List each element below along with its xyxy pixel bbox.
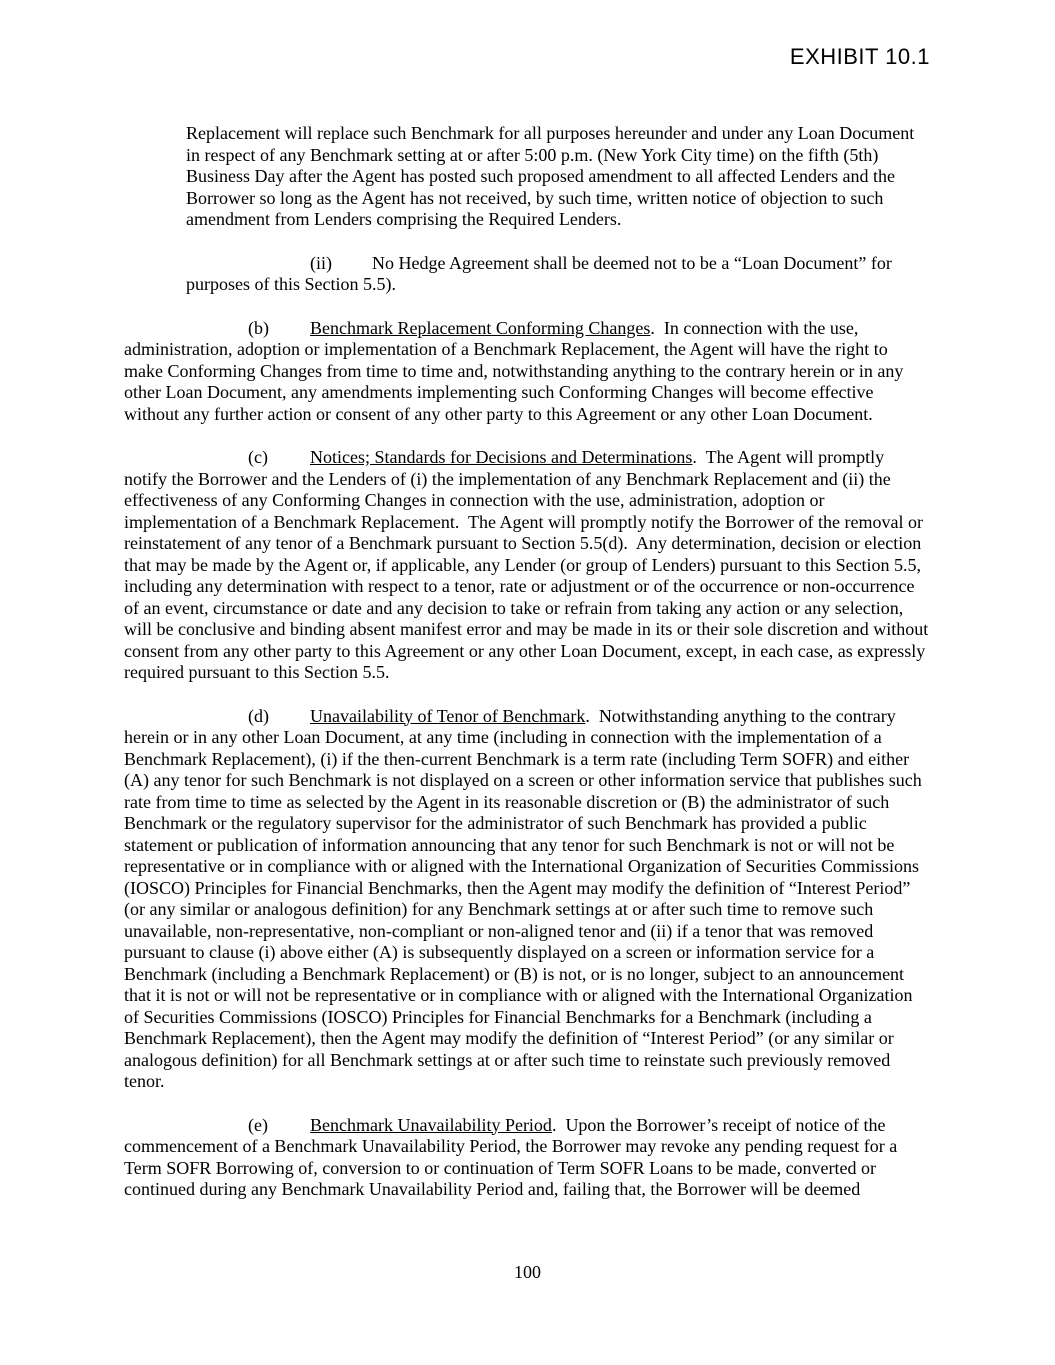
paragraph-d — [124, 706, 930, 1093]
paragraph-text: . In connection with the use, administration, adoption or implementation of a Benchmark Replacement, the Agent will have the right to make Conforming Changes from time to time and, notwithstanding anything to the contrary herein or in any other Loan Document, any amendments implementing such Conforming Changes will become effective without any further action or consent of any other party to this Agreement or any other Loan Document. — [124, 317, 908, 424]
paragraph-text: No Hedge Agreement shall be deemed not to be a “Loan Document” for purposes of this Section 5.5). — [186, 252, 897, 294]
clause-label: (ii) — [310, 252, 332, 273]
exhibit-header — [124, 44, 930, 70]
paragraph-heading: Benchmark Unavailability Period — [310, 1114, 552, 1135]
paragraph-b — [124, 318, 930, 426]
clause-label: (c) — [248, 447, 268, 467]
page-number: 100 — [514, 1262, 541, 1282]
clause-label: (d) — [248, 705, 269, 726]
clause-label: (b) — [248, 317, 269, 338]
paragraph-e — [124, 1115, 930, 1201]
paragraph-text: . Upon the Borrower’s receipt of notice of the commencement of a Benchmark Unavailability Period, the Borrower may revoke any pending request for a Term SOFR Borrowing of, conversion to or continuation of Term SOFR Loans to be made, converted or continued during any Benchmark Unavailability Period and, failing that, the Borrower will be deemed — [124, 1114, 902, 1199]
paragraph-text: . The Agent will promptly notify the Borrower and the Lenders of (i) the implementation of any Benchmark Replacement and (ii) the effectiveness of any Conforming Changes in connection with the use, administration, adoption or implementation of a Benchmark Replacement. The Agent will promptly notify the Borrower of the removal or reinstatement of any tenor of a Benchmark pursuant to Section 5.5(d). Any determination, decision or election that may be made by the Agent or, if applicable, any Lender (or group of Lenders) pursuant to this Section 5.5, including any determination with respect to a tenor, rate or adjustment or of the occurrence or non-occurrence of an event, circumstance or date and any decision to take or refrain from taking any action or any selection, will be conclusive and binding absent manifest error and may be made in its or their sole discretion and without consent from any other party to this Agreement or any other Loan Document, except, in each case, as expressly required pursuant to this Section 5.5. — [124, 447, 933, 682]
paragraph-heading: Benchmark Replacement Conforming Changes — [310, 317, 651, 338]
paragraph-text: Replacement will replace such Benchmark for all purposes hereunder and under any Loan Document in respect of any Benchmark setting at or after 5:00 p.m. (New York City time) on the fifth (5th) Business Day after the Agent has posted such proposed amendment to all affected Lenders and the Borrower so long as the Agent has not received, by such time, written notice of objection to such amendment from Lenders comprising the Required Lenders. — [186, 123, 919, 229]
paragraph-heading: Unavailability of Tenor of Benchmark — [310, 705, 586, 726]
paragraph-clause-ii — [186, 253, 930, 296]
paragraph-c — [124, 447, 933, 684]
paragraph-continuation — [186, 123, 930, 231]
document-content — [124, 123, 933, 1201]
paragraph-heading: Notices; Standards for Decisions and Determinations — [310, 447, 693, 467]
paragraph-text: . Notwithstanding anything to the contrary herein or in any other Loan Document, at any time (including in connection with the implementation of a Benchmark Replacement), (i) if the then-current Benchmark is a term rate (including Term SOFR) and either (A) any tenor for such Benchmark is not displayed on a screen or other information service that publishes such rate from time to time as selected by the Agent in its reasonable discretion or (B) the administrator of such Benchmark or the regulatory supervisor for the administrator of such Benchmark has provided a public statement or publication of information announcing that any tenor for such Benchmark is not or will not be representative or in compliance with or aligned with the International Organization of Securities Commissions (IOSCO) Principles for Financial Benchmarks, then the Agent may modify the definition of “Interest Period” (or any similar or analogous definition) for any Benchmark settings at or after such time to remove such unavailable, non-representative, non-compliant or non-aligned tenor and (ii) if a tenor that was removed pursuant to clause (i) above either (A) is subsequently displayed on a screen or information service for a Benchmark (including a Benchmark Replacement) or (B) is not, or is no longer, subject to an announcement that it is not or will not be representative or in compliance with or aligned with the International Organization of Securities Commissions (IOSCO) Principles for Financial Benchmarks for a Benchmark (including a Benchmark Replacement), then the Agent may modify the definition of “Interest Period” (or any similar or analogous definition) for all Benchmark settings at or after such time to reinstate such previously removed tenor. — [124, 705, 927, 1091]
page-footer — [0, 1262, 1055, 1284]
exhibit-label: EXHIBIT 10.1 — [789, 44, 930, 69]
clause-label: (e) — [248, 1114, 268, 1135]
